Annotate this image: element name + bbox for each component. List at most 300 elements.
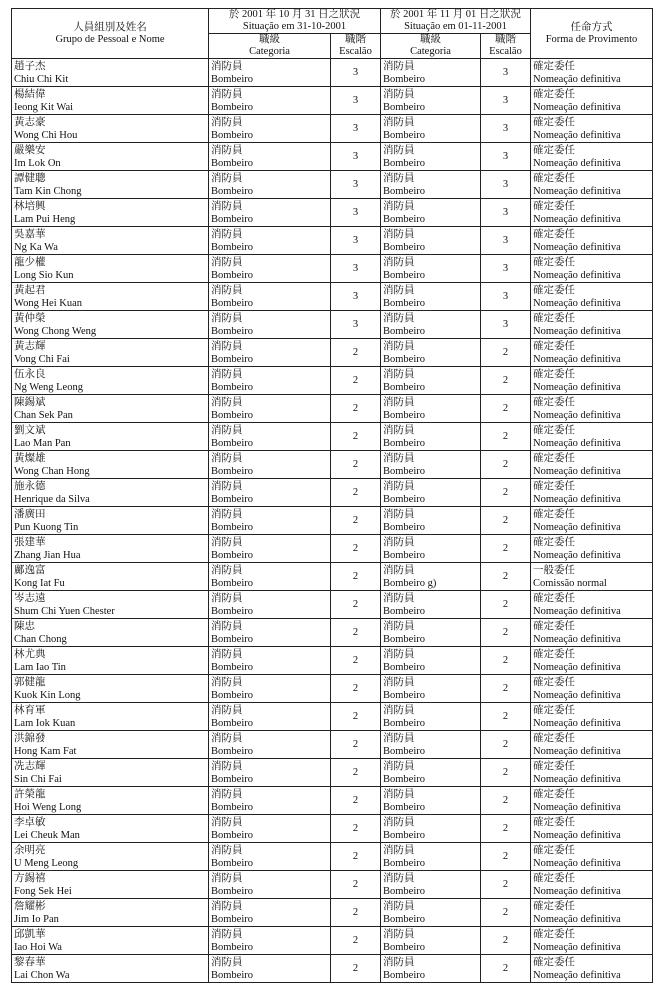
person-name — [12, 339, 209, 367]
escalao-before: 2 — [331, 899, 381, 927]
escalao-before: 3 — [331, 283, 381, 311]
escalao-after: 3 — [481, 199, 531, 227]
category-before-pt: Bombeiro — [211, 885, 253, 897]
category-after-zh: 消防員 — [383, 900, 415, 912]
table-row — [12, 199, 653, 227]
category-before-pt: Bombeiro — [211, 717, 253, 729]
provimento-pt: Nomeação definitiva — [533, 633, 621, 645]
category-before-zh: 消防員 — [211, 312, 243, 324]
category-after-zh: 消防員 — [383, 704, 415, 716]
category-after-zh: 消防員 — [383, 228, 415, 240]
category-before-pt: Bombeiro — [211, 829, 253, 841]
category-after-pt: Bombeiro — [383, 73, 425, 85]
table-row — [12, 255, 653, 283]
category-after-pt: Bombeiro — [383, 605, 425, 617]
escalao-before: 3 — [331, 171, 381, 199]
table-row — [12, 815, 653, 843]
person-name-pt: Sin Chi Fai — [14, 773, 62, 785]
provimento-pt: Nomeação definitiva — [533, 717, 621, 729]
category-after-zh: 消防員 — [383, 480, 415, 492]
header-category-after — [381, 34, 481, 59]
category-after — [381, 143, 481, 171]
provimento-pt: Nomeação definitiva — [533, 773, 621, 785]
category-after — [381, 87, 481, 115]
category-after-pt: Bombeiro — [383, 885, 425, 897]
provimento — [531, 731, 653, 759]
escalao-before: 3 — [331, 143, 381, 171]
table-row — [12, 367, 653, 395]
table-row — [12, 787, 653, 815]
person-name-pt: Pun Kuong Tin — [14, 521, 79, 533]
category-after — [381, 367, 481, 395]
provimento-zh: 確定委任 — [533, 760, 575, 772]
person-name-pt: Jim Io Pan — [14, 913, 59, 925]
escalao-before: 2 — [331, 871, 381, 899]
category-before — [209, 815, 331, 843]
escalao-before: 2 — [331, 395, 381, 423]
provimento — [531, 759, 653, 787]
escalao-after: 3 — [481, 171, 531, 199]
header-esc-zh: 職階 — [495, 34, 516, 45]
escalao-before: 3 — [331, 115, 381, 143]
category-after-pt: Bombeiro — [383, 157, 425, 169]
person-name-zh: 林尤典 — [14, 648, 46, 660]
category-before-zh: 消防員 — [211, 116, 243, 128]
table-row — [12, 591, 653, 619]
category-before-pt: Bombeiro — [211, 185, 253, 197]
person-name-pt: Vong Chi Fai — [14, 353, 70, 365]
category-after — [381, 927, 481, 955]
category-after — [381, 843, 481, 871]
category-before — [209, 199, 331, 227]
escalao-after: 2 — [481, 395, 531, 423]
provimento-pt: Nomeação definitiva — [533, 297, 621, 309]
category-after-pt: Bombeiro — [383, 465, 425, 477]
category-before-zh: 消防員 — [211, 228, 243, 240]
provimento — [531, 367, 653, 395]
escalao-before: 2 — [331, 619, 381, 647]
category-before-zh: 消防員 — [211, 956, 243, 968]
escalao-after: 2 — [481, 955, 531, 983]
provimento-pt: Nomeação definitiva — [533, 969, 621, 981]
person-name-zh: 林培興 — [14, 200, 46, 212]
escalao-after: 2 — [481, 759, 531, 787]
header-situation-before — [209, 9, 381, 34]
escalao-after: 3 — [481, 283, 531, 311]
header-situation-after — [381, 9, 531, 34]
table-row — [12, 871, 653, 899]
category-after-zh: 消防員 — [383, 312, 415, 324]
provimento-zh: 確定委任 — [533, 872, 575, 884]
person-name-zh: 黃志輝 — [14, 340, 46, 352]
category-after-zh: 消防員 — [383, 368, 415, 380]
escalao-after: 3 — [481, 311, 531, 339]
person-name-pt: Chan Chong — [14, 633, 67, 645]
provimento — [531, 843, 653, 871]
person-name-zh: 劉文斌 — [14, 424, 46, 436]
category-before — [209, 255, 331, 283]
provimento-zh: 確定委任 — [533, 648, 575, 660]
provimento-zh: 確定委任 — [533, 900, 575, 912]
category-before — [209, 171, 331, 199]
escalao-before: 2 — [331, 591, 381, 619]
provimento-zh: 確定委任 — [533, 816, 575, 828]
person-name-zh: 陳錫斌 — [14, 396, 46, 408]
person-name — [12, 59, 209, 87]
provimento — [531, 199, 653, 227]
provimento-pt: Nomeação definitiva — [533, 857, 621, 869]
category-after-pt: Bombeiro — [383, 717, 425, 729]
person-name-zh: 趙子杰 — [14, 60, 46, 72]
category-after — [381, 787, 481, 815]
provimento — [531, 619, 653, 647]
provimento-pt: Nomeação definitiva — [533, 185, 621, 197]
category-after — [381, 815, 481, 843]
category-after-pt: Bombeiro — [383, 969, 425, 981]
category-after-pt: Bombeiro — [383, 661, 425, 673]
table-row — [12, 759, 653, 787]
provimento-pt: Nomeação definitiva — [533, 885, 621, 897]
escalao-before: 2 — [331, 955, 381, 983]
provimento-zh: 確定委任 — [533, 844, 575, 856]
category-after-zh: 消防員 — [383, 844, 415, 856]
provimento-pt: Nomeação definitiva — [533, 605, 621, 617]
person-name-zh: 黎春華 — [14, 956, 46, 968]
provimento-zh: 確定委任 — [533, 480, 575, 492]
escalao-after: 2 — [481, 563, 531, 591]
escalao-before: 3 — [331, 199, 381, 227]
person-name-zh: 張建華 — [14, 536, 46, 548]
provimento-zh: 確定委任 — [533, 368, 575, 380]
category-before — [209, 703, 331, 731]
person-name — [12, 731, 209, 759]
category-before-pt: Bombeiro — [211, 353, 253, 365]
escalao-after: 2 — [481, 339, 531, 367]
person-name — [12, 703, 209, 731]
provimento-zh: 確定委任 — [533, 88, 575, 100]
table-row — [12, 843, 653, 871]
category-before-pt: Bombeiro — [211, 465, 253, 477]
category-before-zh: 消防員 — [211, 760, 243, 772]
escalao-after: 2 — [481, 535, 531, 563]
person-name — [12, 479, 209, 507]
category-before-pt: Bombeiro — [211, 521, 253, 533]
escalao-before: 2 — [331, 815, 381, 843]
table-row — [12, 283, 653, 311]
category-after-pt: Bombeiro — [383, 941, 425, 953]
provimento — [531, 563, 653, 591]
category-after-pt: Bombeiro — [383, 521, 425, 533]
provimento-zh: 確定委任 — [533, 452, 575, 464]
person-name — [12, 311, 209, 339]
category-after-zh: 消防員 — [383, 116, 415, 128]
category-before — [209, 927, 331, 955]
escalao-before: 2 — [331, 479, 381, 507]
escalao-after: 2 — [481, 647, 531, 675]
provimento-zh: 確定委任 — [533, 508, 575, 520]
category-before-zh: 消防員 — [211, 872, 243, 884]
escalao-before: 2 — [331, 787, 381, 815]
category-before — [209, 87, 331, 115]
person-name-pt: Hoi Weng Long — [14, 801, 82, 813]
category-after — [381, 591, 481, 619]
personnel-table — [11, 8, 653, 983]
category-before-pt: Bombeiro — [211, 577, 253, 589]
category-before — [209, 759, 331, 787]
category-before-pt: Bombeiro — [211, 549, 253, 561]
category-before-pt: Bombeiro — [211, 213, 253, 225]
person-name-pt: Wong Chi Hou — [14, 129, 78, 141]
category-after-zh: 消防員 — [383, 620, 415, 632]
category-before — [209, 59, 331, 87]
provimento — [531, 535, 653, 563]
category-after-zh: 消防員 — [383, 564, 415, 576]
provimento-zh: 確定委任 — [533, 172, 575, 184]
provimento-pt: Nomeação definitiva — [533, 241, 621, 253]
person-name-zh: 許榮龍 — [14, 788, 46, 800]
table-row — [12, 339, 653, 367]
escalao-after: 3 — [481, 227, 531, 255]
category-before-pt: Bombeiro — [211, 129, 253, 141]
person-name — [12, 647, 209, 675]
header-escalao-before — [331, 34, 381, 59]
category-before-zh: 消防員 — [211, 900, 243, 912]
category-before-pt: Bombeiro — [211, 689, 253, 701]
category-before — [209, 507, 331, 535]
header-before-pt: Situação em 31-10-2001 — [242, 21, 347, 32]
person-name-pt: Fong Sek Hei — [14, 885, 72, 897]
escalao-after: 2 — [481, 619, 531, 647]
table-row — [12, 647, 653, 675]
person-name-zh: 黃起君 — [14, 284, 46, 296]
escalao-after: 3 — [481, 143, 531, 171]
escalao-after: 2 — [481, 871, 531, 899]
category-after-zh: 消防員 — [383, 452, 415, 464]
header-form-pt: Forma de Provimento — [545, 33, 638, 45]
provimento — [531, 479, 653, 507]
person-name — [12, 815, 209, 843]
category-after-pt: Bombeiro — [383, 213, 425, 225]
provimento — [531, 143, 653, 171]
person-name-zh: 潘廣田 — [14, 508, 46, 520]
header-cat-zh: 職級 — [420, 34, 441, 45]
person-name-zh: 李卓敏 — [14, 816, 46, 828]
header-esc-pt: Escalão — [489, 46, 522, 57]
escalao-after: 2 — [481, 675, 531, 703]
category-after-zh: 消防員 — [383, 172, 415, 184]
header-form-zh: 任命方式 — [570, 21, 613, 33]
escalao-after: 3 — [481, 115, 531, 143]
category-before-zh: 消防員 — [211, 200, 243, 212]
category-after — [381, 423, 481, 451]
provimento-zh: 確定委任 — [533, 704, 575, 716]
person-name-zh: 龍少權 — [14, 256, 46, 268]
person-name-pt: U Meng Leong — [14, 857, 79, 869]
person-name-zh: 施永德 — [14, 480, 46, 492]
table-row — [12, 59, 653, 87]
table-row — [12, 479, 653, 507]
provimento-pt: Nomeação definitiva — [533, 325, 621, 337]
provimento-pt: Nomeação definitiva — [533, 661, 621, 673]
person-name — [12, 87, 209, 115]
header-cat-pt: Categoria — [249, 46, 290, 57]
category-after-pt: Bombeiro — [383, 857, 425, 869]
category-before-pt: Bombeiro — [211, 437, 253, 449]
provimento-pt: Nomeação definitiva — [533, 941, 621, 953]
header-category-before — [209, 34, 331, 59]
category-after-pt: Bombeiro — [383, 129, 425, 141]
category-before — [209, 451, 331, 479]
provimento — [531, 171, 653, 199]
table-row — [12, 143, 653, 171]
header-esc-zh: 職階 — [345, 34, 366, 45]
escalao-before: 2 — [331, 423, 381, 451]
category-before-zh: 消防員 — [211, 816, 243, 828]
category-before-zh: 消防員 — [211, 732, 243, 744]
category-after — [381, 283, 481, 311]
category-before — [209, 535, 331, 563]
table-row — [12, 731, 653, 759]
category-before-pt: Bombeiro — [211, 297, 253, 309]
category-before-pt: Bombeiro — [211, 857, 253, 869]
person-name-pt: Iao Hoi Wa — [14, 941, 62, 953]
category-before-zh: 消防員 — [211, 648, 243, 660]
category-before — [209, 843, 331, 871]
person-name-pt: Wong Chan Hong — [14, 465, 90, 477]
category-after-pt: Bombeiro — [383, 773, 425, 785]
person-name-zh: 伍永良 — [14, 368, 46, 380]
person-name-pt: Kong Iat Fu — [14, 577, 65, 589]
category-after-pt: Bombeiro — [383, 325, 425, 337]
category-before-zh: 消防員 — [211, 172, 243, 184]
header-form — [531, 9, 653, 59]
provimento — [531, 815, 653, 843]
category-before-pt: Bombeiro — [211, 325, 253, 337]
category-before-pt: Bombeiro — [211, 773, 253, 785]
table-row — [12, 619, 653, 647]
table-row — [12, 451, 653, 479]
category-after — [381, 115, 481, 143]
escalao-before: 3 — [331, 87, 381, 115]
category-before — [209, 115, 331, 143]
category-before — [209, 619, 331, 647]
provimento — [531, 507, 653, 535]
person-name-zh: 林育軍 — [14, 704, 46, 716]
escalao-after: 2 — [481, 591, 531, 619]
category-after-zh: 消防員 — [383, 816, 415, 828]
category-after-zh: 消防員 — [383, 872, 415, 884]
person-name-pt: Im Lok On — [14, 157, 61, 169]
table-row — [12, 311, 653, 339]
provimento — [531, 451, 653, 479]
category-after-pt: Bombeiro — [383, 241, 425, 253]
person-name-zh: 詹耀彬 — [14, 900, 46, 912]
category-before — [209, 591, 331, 619]
category-after-pt: Bombeiro — [383, 409, 425, 421]
category-before-pt: Bombeiro — [211, 745, 253, 757]
escalao-before: 3 — [331, 255, 381, 283]
category-after — [381, 759, 481, 787]
person-name-zh: 黃志豪 — [14, 116, 46, 128]
provimento — [531, 283, 653, 311]
person-name — [12, 535, 209, 563]
person-name — [12, 395, 209, 423]
category-before-zh: 消防員 — [211, 564, 243, 576]
provimento — [531, 395, 653, 423]
person-name — [12, 871, 209, 899]
category-after — [381, 339, 481, 367]
table-row — [12, 507, 653, 535]
escalao-after: 3 — [481, 255, 531, 283]
provimento-zh: 一般委任 — [533, 564, 575, 576]
provimento — [531, 647, 653, 675]
category-after-zh: 消防員 — [383, 88, 415, 100]
person-name — [12, 591, 209, 619]
person-name — [12, 423, 209, 451]
category-before-pt: Bombeiro — [211, 409, 253, 421]
category-after — [381, 479, 481, 507]
category-before-zh: 消防員 — [211, 452, 243, 464]
header-escalao-after — [481, 34, 531, 59]
provimento-pt: Nomeação definitiva — [533, 73, 621, 85]
category-before-zh: 消防員 — [211, 284, 243, 296]
provimento-zh: 確定委任 — [533, 676, 575, 688]
category-before-zh: 消防員 — [211, 60, 243, 72]
person-name — [12, 199, 209, 227]
category-before-pt: Bombeiro — [211, 633, 253, 645]
person-name — [12, 283, 209, 311]
provimento-pt: Nomeação definitiva — [533, 157, 621, 169]
category-before-zh: 消防員 — [211, 480, 243, 492]
header-name-pt: Grupo de Pessoal e Nome — [55, 33, 165, 45]
category-after — [381, 311, 481, 339]
category-before-pt: Bombeiro — [211, 381, 253, 393]
category-before — [209, 787, 331, 815]
provimento — [531, 927, 653, 955]
person-name-pt: Ieong Kit Wai — [14, 101, 74, 113]
escalao-before: 2 — [331, 703, 381, 731]
escalao-before: 2 — [331, 367, 381, 395]
table-row — [12, 703, 653, 731]
escalao-before: 2 — [331, 675, 381, 703]
person-name-pt: Lam Pui Heng — [14, 213, 76, 225]
category-after-pt: Bombeiro — [383, 829, 425, 841]
escalao-after: 2 — [481, 703, 531, 731]
category-after-pt: Bombeiro — [383, 437, 425, 449]
escalao-after: 2 — [481, 815, 531, 843]
provimento — [531, 255, 653, 283]
escalao-before: 3 — [331, 311, 381, 339]
provimento-zh: 確定委任 — [533, 200, 575, 212]
header-before-zh: 於 2001 年 10 月 31 日之狀況 — [228, 9, 361, 20]
category-after-zh: 消防員 — [383, 928, 415, 940]
provimento — [531, 591, 653, 619]
person-name-pt: Lam Iok Kuan — [14, 717, 76, 729]
provimento — [531, 787, 653, 815]
provimento — [531, 899, 653, 927]
provimento — [531, 955, 653, 983]
provimento-zh: 確定委任 — [533, 592, 575, 604]
category-before — [209, 367, 331, 395]
category-before — [209, 563, 331, 591]
person-name — [12, 227, 209, 255]
provimento-zh: 確定委任 — [533, 116, 575, 128]
table-row — [12, 899, 653, 927]
table-row — [12, 927, 653, 955]
category-after-zh: 消防員 — [383, 956, 415, 968]
person-name-zh: 嚴樂安 — [14, 144, 46, 156]
person-name-zh: 洪錦發 — [14, 732, 46, 744]
